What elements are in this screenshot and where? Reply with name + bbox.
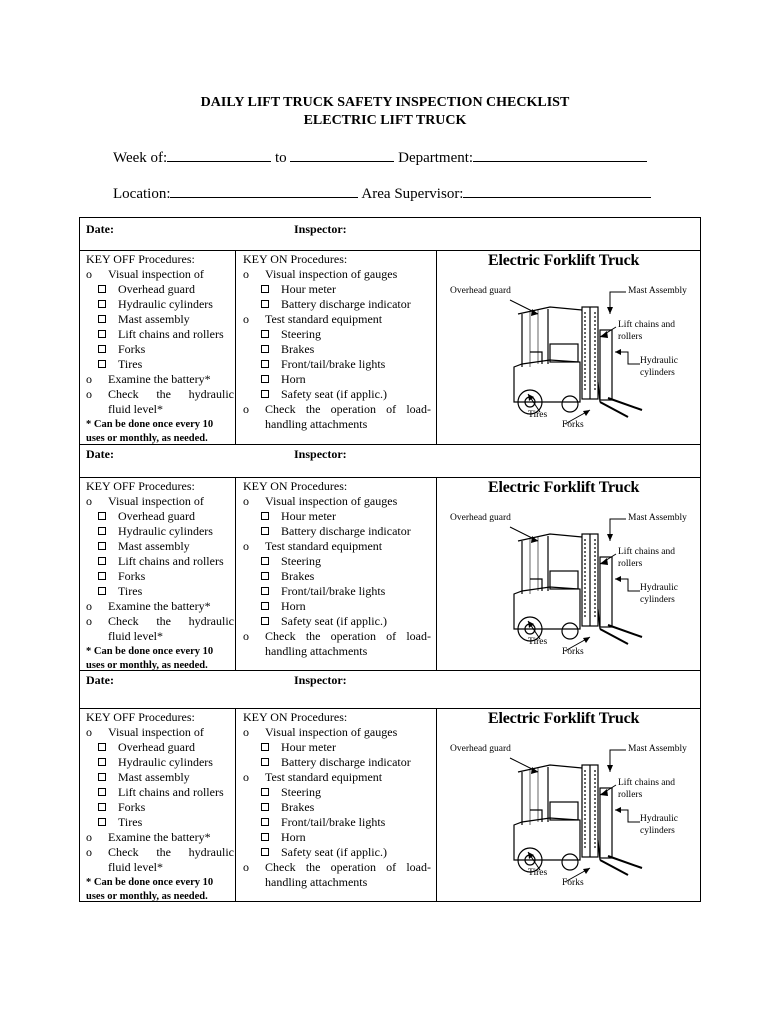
- checklist-item: [86, 297, 234, 312]
- list-item: [243, 860, 431, 875]
- list-item: [86, 860, 234, 875]
- word: operation: [330, 860, 376, 874]
- checklist-item: [243, 614, 431, 629]
- word: the: [305, 402, 321, 416]
- forks-label: Forks: [562, 878, 584, 888]
- checklist-item: [243, 342, 431, 357]
- key-off-column: [86, 479, 234, 673]
- overhead-guard-label: Overhead guard: [450, 744, 511, 754]
- circle-bullet-icon: o: [86, 494, 92, 508]
- checkbox-icon[interactable]: [261, 342, 269, 357]
- checklist-item: [243, 357, 431, 372]
- checklist-item: [243, 785, 431, 800]
- list-item: [243, 629, 431, 644]
- tires-label: Tires: [528, 410, 548, 420]
- circle-bullet-icon: o: [86, 267, 92, 281]
- test-equipment-label: Test standard equipment: [265, 539, 383, 553]
- key-on-column: [243, 479, 431, 659]
- week-start-input[interactable]: [167, 147, 271, 162]
- word: Check: [265, 402, 296, 416]
- word: load-: [406, 629, 431, 643]
- checkbox-icon[interactable]: [261, 327, 269, 342]
- checklist-item: [86, 800, 234, 815]
- area-supervisor-input[interactable]: [463, 183, 651, 198]
- frequency-note: * Can be done once every 10 uses or monthly, as needed.: [86, 877, 214, 902]
- checklist-item-label: Overhead guard: [118, 740, 195, 754]
- lift-chains-label-line2: rollers: [618, 332, 643, 342]
- circle-bullet-icon: o: [86, 725, 92, 739]
- checkbox-icon[interactable]: [98, 312, 106, 327]
- fluid-level-label: fluid level*: [108, 402, 163, 416]
- circle-bullet-icon: o: [86, 830, 92, 844]
- week-field-row: [113, 147, 647, 167]
- tires-label: Tires: [528, 637, 548, 647]
- circle-bullet-icon: o: [243, 539, 249, 553]
- checklist-item: [86, 584, 234, 599]
- list-item: [86, 494, 234, 509]
- checkbox-icon[interactable]: [261, 297, 269, 312]
- frequency-note: * Can be done once every 10 uses or monthly, as needed.: [86, 646, 214, 671]
- checklist-item: [243, 830, 431, 845]
- list-item: [86, 402, 234, 417]
- checkbox-icon[interactable]: [98, 342, 106, 357]
- checklist-item: [243, 584, 431, 599]
- word: operation: [330, 629, 376, 643]
- checklist-item-label: Brakes: [281, 342, 315, 356]
- test-equipment-label: Test standard equipment: [265, 312, 383, 326]
- test-equipment-label: Test standard equipment: [265, 770, 383, 784]
- week-label: Week of:: [113, 150, 168, 166]
- list-item: [86, 599, 234, 614]
- word: Check: [265, 860, 296, 874]
- checklist-item-label: Battery discharge indicator: [281, 755, 411, 769]
- word: the: [156, 845, 171, 859]
- checkbox-icon[interactable]: [98, 584, 106, 599]
- word: hydraulic: [188, 387, 234, 401]
- list-item: [243, 417, 431, 432]
- checklist-item: [86, 554, 234, 569]
- checkbox-icon[interactable]: [261, 569, 269, 584]
- checklist-item-label: Forks: [118, 800, 146, 814]
- checklist-item-label: Hydraulic cylinders: [118, 297, 213, 311]
- handling-attachments-label: handling attachments: [265, 417, 368, 431]
- checkbox-icon[interactable]: [261, 524, 269, 539]
- checkbox-icon[interactable]: [261, 845, 269, 860]
- checklist-item-label: Tires: [118, 815, 143, 829]
- check-operation-label: [265, 860, 431, 875]
- checklist-item-label: Horn: [281, 599, 306, 613]
- checklist-item: [86, 755, 234, 770]
- checklist-item-label: Safety seat (if applic.): [281, 387, 387, 401]
- checkbox-icon[interactable]: [261, 584, 269, 599]
- forklift-diagram: [450, 252, 700, 437]
- key-off-column: [86, 710, 234, 904]
- checklist-item-label: Lift chains and rollers: [118, 785, 224, 799]
- frequency-note: * Can be done once every 10 uses or monthly, as needed.: [86, 419, 214, 444]
- checklist-item: [243, 599, 431, 614]
- checklist-item-label: Hour meter: [281, 509, 336, 523]
- checklist-item-label: Hydraulic cylinders: [118, 755, 213, 769]
- checkbox-icon[interactable]: [261, 815, 269, 830]
- checklist-item: [86, 524, 234, 539]
- hydraulic-label-line2: cylinders: [640, 595, 675, 605]
- visual-inspection-gauges-label: Visual inspection of gauges: [265, 725, 398, 739]
- date-label: Date:: [86, 222, 114, 236]
- list-item: [86, 629, 234, 644]
- checkbox-icon[interactable]: [98, 554, 106, 569]
- checklist-item-label: Tires: [118, 357, 143, 371]
- checklist-item-label: Lift chains and rollers: [118, 554, 224, 568]
- examine-battery-label: Examine the battery*: [108, 599, 211, 613]
- word: hydraulic: [188, 845, 234, 859]
- lift-chains-label: Lift chains and: [618, 320, 675, 330]
- checklist-item: [243, 387, 431, 402]
- checklist-item: [243, 297, 431, 312]
- word: Check: [265, 629, 296, 643]
- divider: [80, 477, 700, 478]
- mast-assembly-label: Mast Assembly: [628, 513, 687, 523]
- checklist-item-label: Front/tail/brake lights: [281, 584, 386, 598]
- list-item: [243, 770, 431, 785]
- checklist-item: [86, 569, 234, 584]
- location-label: Location:: [113, 186, 171, 202]
- lift-chains-label: Lift chains and: [618, 778, 675, 788]
- date-label: Date:: [86, 673, 114, 687]
- form-subtitle: ELECTRIC LIFT TRUCK: [303, 113, 467, 128]
- checkbox-icon[interactable]: [261, 614, 269, 629]
- list-item: [243, 539, 431, 554]
- key-on-heading: [243, 252, 431, 267]
- checkbox-icon[interactable]: [98, 539, 106, 554]
- word: the: [156, 614, 171, 628]
- key-on-heading-text: KEY ON Procedures:: [243, 252, 348, 266]
- checklist-item-label: Battery discharge indicator: [281, 524, 411, 538]
- checklist-item-label: Horn: [281, 372, 306, 386]
- checkbox-icon[interactable]: [261, 599, 269, 614]
- date-label: Date:: [86, 447, 114, 461]
- word: Check: [108, 845, 139, 859]
- word: operation: [330, 402, 376, 416]
- list-item: [243, 402, 431, 417]
- list-item: [86, 267, 234, 282]
- list-item: [243, 875, 431, 890]
- examine-battery-label: Examine the battery*: [108, 372, 211, 386]
- location-input[interactable]: [170, 183, 358, 198]
- word: load-: [406, 402, 431, 416]
- visual-inspection-label: Visual inspection of: [108, 267, 204, 281]
- checklist-item: [86, 509, 234, 524]
- column-divider: [436, 477, 437, 670]
- hydraulic-label: Hydraulic: [640, 814, 678, 824]
- overhead-guard-label: Overhead guard: [450, 286, 511, 296]
- checklist-item: [243, 569, 431, 584]
- word: hydraulic: [188, 614, 234, 628]
- checklist-item-label: Safety seat (if applic.): [281, 614, 387, 628]
- check-hydraulic-label: [108, 387, 234, 402]
- checklist-item: [86, 539, 234, 554]
- checklist-item-label: Forks: [118, 569, 146, 583]
- forklift-illustration: [450, 710, 700, 895]
- lift-chains-label-line2: rollers: [618, 559, 643, 569]
- checklist-item: [243, 372, 431, 387]
- week-end-input[interactable]: [290, 147, 394, 162]
- checkbox-icon[interactable]: [98, 755, 106, 770]
- forklift-diagram: [450, 710, 700, 895]
- word: the: [305, 629, 321, 643]
- circle-bullet-icon: o: [243, 725, 249, 739]
- checkbox-icon[interactable]: [261, 509, 269, 524]
- mast-assembly-label: Mast Assembly: [628, 286, 687, 296]
- checkbox-icon[interactable]: [261, 282, 269, 297]
- department-label: Department:: [398, 150, 474, 166]
- checkbox-icon[interactable]: [261, 387, 269, 402]
- checklist-item: [243, 815, 431, 830]
- handling-attachments-label: handling attachments: [265, 875, 368, 889]
- list-item: [243, 644, 431, 659]
- checklist-item-label: Hour meter: [281, 282, 336, 296]
- word: the: [156, 387, 171, 401]
- checklist-item: [86, 282, 234, 297]
- word: the: [305, 860, 321, 874]
- circle-bullet-icon: o: [243, 312, 249, 326]
- checkbox-icon[interactable]: [98, 770, 106, 785]
- checklist-item: [243, 800, 431, 815]
- checkbox-icon[interactable]: [261, 372, 269, 387]
- forks-label: Forks: [562, 647, 584, 657]
- word: Check: [108, 387, 139, 401]
- checklist-item: [86, 327, 234, 342]
- checklist-item-label: Safety seat (if applic.): [281, 845, 387, 859]
- key-on-heading-text: KEY ON Procedures:: [243, 710, 348, 724]
- key-on-heading: [243, 710, 431, 725]
- list-item: [86, 387, 234, 402]
- fluid-level-label: fluid level*: [108, 860, 163, 874]
- checklist-item: [243, 554, 431, 569]
- checkbox-icon[interactable]: [261, 554, 269, 569]
- word: Check: [108, 614, 139, 628]
- checkbox-icon[interactable]: [98, 740, 106, 755]
- word: of: [386, 629, 397, 643]
- key-off-heading-text: KEY OFF Procedures:: [86, 710, 195, 724]
- location-field-row: [113, 183, 651, 203]
- check-operation-label: [265, 629, 431, 644]
- divider: [80, 708, 700, 709]
- diagram-title: Electric Forklift Truck: [488, 710, 640, 727]
- divider: [80, 250, 700, 251]
- checklist-item: [86, 342, 234, 357]
- checklist-item-label: Steering: [281, 554, 321, 568]
- checklist-item-label: Battery discharge indicator: [281, 297, 411, 311]
- diagram-title: Electric Forklift Truck: [488, 252, 640, 269]
- visual-inspection-label: Visual inspection of: [108, 725, 204, 739]
- tires-label: Tires: [528, 868, 548, 878]
- hydraulic-label: Hydraulic: [640, 583, 678, 593]
- checklist-item-label: Front/tail/brake lights: [281, 815, 386, 829]
- checklist-item-label: Overhead guard: [118, 282, 195, 296]
- key-on-column: [243, 252, 431, 432]
- checklist-item-label: Forks: [118, 342, 146, 356]
- key-off-heading-text: KEY OFF Procedures:: [86, 479, 195, 493]
- check-operation-label: [265, 402, 431, 417]
- checkbox-icon[interactable]: [261, 357, 269, 372]
- list-item: [243, 312, 431, 327]
- key-off-heading: [86, 710, 234, 725]
- checklist-item-label: Mast assembly: [118, 312, 190, 326]
- key-on-heading-text: KEY ON Procedures:: [243, 479, 348, 493]
- visual-inspection-label: Visual inspection of: [108, 494, 204, 508]
- key-off-column: [86, 252, 234, 446]
- forklift-illustration: [450, 479, 700, 664]
- checkbox-icon[interactable]: [261, 830, 269, 845]
- checklist-item: [86, 357, 234, 372]
- list-item: [86, 830, 234, 845]
- checkbox-icon[interactable]: [98, 524, 106, 539]
- fluid-level-label: fluid level*: [108, 629, 163, 643]
- overhead-guard-label: Overhead guard: [450, 513, 511, 523]
- word: of: [386, 860, 397, 874]
- column-divider: [436, 250, 437, 444]
- hydraulic-label: Hydraulic: [640, 356, 678, 366]
- area-supervisor-label: Area Supervisor:: [361, 186, 464, 202]
- checkbox-icon[interactable]: [261, 755, 269, 770]
- checklist-item-label: Mast assembly: [118, 539, 190, 553]
- checkbox-icon[interactable]: [98, 282, 106, 297]
- checklist-item: [243, 755, 431, 770]
- diagram-title: Electric Forklift Truck: [488, 479, 640, 496]
- checklist-item: [243, 524, 431, 539]
- check-hydraulic-label: [108, 845, 234, 860]
- checkbox-icon[interactable]: [261, 800, 269, 815]
- visual-inspection-gauges-label: Visual inspection of gauges: [265, 494, 398, 508]
- circle-bullet-icon: o: [243, 402, 249, 416]
- check-hydraulic-label: [108, 614, 234, 629]
- key-on-column: [243, 710, 431, 890]
- key-off-heading: [86, 479, 234, 494]
- checkbox-icon[interactable]: [98, 327, 106, 342]
- checklist-item: [243, 740, 431, 755]
- key-off-heading: [86, 252, 234, 267]
- list-item: [243, 494, 431, 509]
- list-item: [86, 372, 234, 387]
- column-divider: [235, 477, 236, 670]
- checkbox-icon[interactable]: [98, 297, 106, 312]
- key-off-heading-text: KEY OFF Procedures:: [86, 252, 195, 266]
- checklist-item: [243, 845, 431, 860]
- word: load-: [406, 860, 431, 874]
- list-item: [86, 725, 234, 740]
- checkbox-icon[interactable]: [261, 740, 269, 755]
- checklist-item-label: Overhead guard: [118, 509, 195, 523]
- circle-bullet-icon: o: [86, 599, 92, 613]
- checklist-item-label: Brakes: [281, 569, 315, 583]
- word: of: [386, 402, 397, 416]
- visual-inspection-gauges-label: Visual inspection of gauges: [265, 267, 398, 281]
- checklist-item: [86, 770, 234, 785]
- checkbox-icon[interactable]: [98, 815, 106, 830]
- key-on-heading: [243, 479, 431, 494]
- column-divider: [235, 708, 236, 901]
- column-divider: [235, 250, 236, 444]
- checklist-item-label: Horn: [281, 830, 306, 844]
- checklist-item-label: Mast assembly: [118, 770, 190, 784]
- checkbox-icon[interactable]: [98, 509, 106, 524]
- checklist-item-label: Brakes: [281, 800, 315, 814]
- circle-bullet-icon: o: [86, 845, 92, 859]
- circle-bullet-icon: o: [243, 860, 249, 874]
- circle-bullet-icon: o: [86, 614, 92, 628]
- forks-label: Forks: [562, 420, 584, 430]
- column-divider: [436, 708, 437, 901]
- checklist-item: [86, 785, 234, 800]
- circle-bullet-icon: o: [243, 494, 249, 508]
- form-title: DAILY LIFT TRUCK SAFETY INSPECTION CHECKLIST: [200, 95, 570, 110]
- list-item: [243, 725, 431, 740]
- circle-bullet-icon: o: [243, 629, 249, 643]
- lift-chains-label: Lift chains and: [618, 547, 675, 557]
- checklist-item-label: Steering: [281, 327, 321, 341]
- checklist-item-label: Tires: [118, 584, 143, 598]
- checklist-item-label: Lift chains and rollers: [118, 327, 224, 341]
- inspector-label: Inspector:: [294, 222, 347, 236]
- list-item: [243, 267, 431, 282]
- circle-bullet-icon: o: [243, 267, 249, 281]
- checklist-item: [86, 815, 234, 830]
- checklist-item: [243, 327, 431, 342]
- to-label: to: [274, 150, 287, 166]
- checklist-item: [86, 740, 234, 755]
- checklist-item: [243, 282, 431, 297]
- inspector-label: Inspector:: [294, 673, 347, 687]
- department-input[interactable]: [473, 147, 647, 162]
- checkbox-icon[interactable]: [98, 569, 106, 584]
- circle-bullet-icon: o: [86, 387, 92, 401]
- mast-assembly-label: Mast Assembly: [628, 744, 687, 754]
- list-item: [86, 845, 234, 860]
- forklift-diagram: [450, 479, 700, 664]
- lift-chains-label-line2: rollers: [618, 790, 643, 800]
- checklist-item-label: Steering: [281, 785, 321, 799]
- hydraulic-label-line2: cylinders: [640, 826, 675, 836]
- inspector-label: Inspector:: [294, 447, 347, 461]
- checklist-item-label: Hour meter: [281, 740, 336, 754]
- checkbox-icon[interactable]: [98, 800, 106, 815]
- examine-battery-label: Examine the battery*: [108, 830, 211, 844]
- circle-bullet-icon: o: [86, 372, 92, 386]
- circle-bullet-icon: o: [243, 770, 249, 784]
- checkbox-icon[interactable]: [98, 357, 106, 372]
- hydraulic-label-line2: cylinders: [640, 368, 675, 378]
- checklist-item: [243, 509, 431, 524]
- forklift-illustration: [450, 252, 700, 437]
- checklist-item-label: Hydraulic cylinders: [118, 524, 213, 538]
- handling-attachments-label: handling attachments: [265, 644, 368, 658]
- checkbox-icon[interactable]: [98, 785, 106, 800]
- checklist-item-label: Front/tail/brake lights: [281, 357, 386, 371]
- checkbox-icon[interactable]: [261, 785, 269, 800]
- list-item: [86, 614, 234, 629]
- checklist-item: [86, 312, 234, 327]
